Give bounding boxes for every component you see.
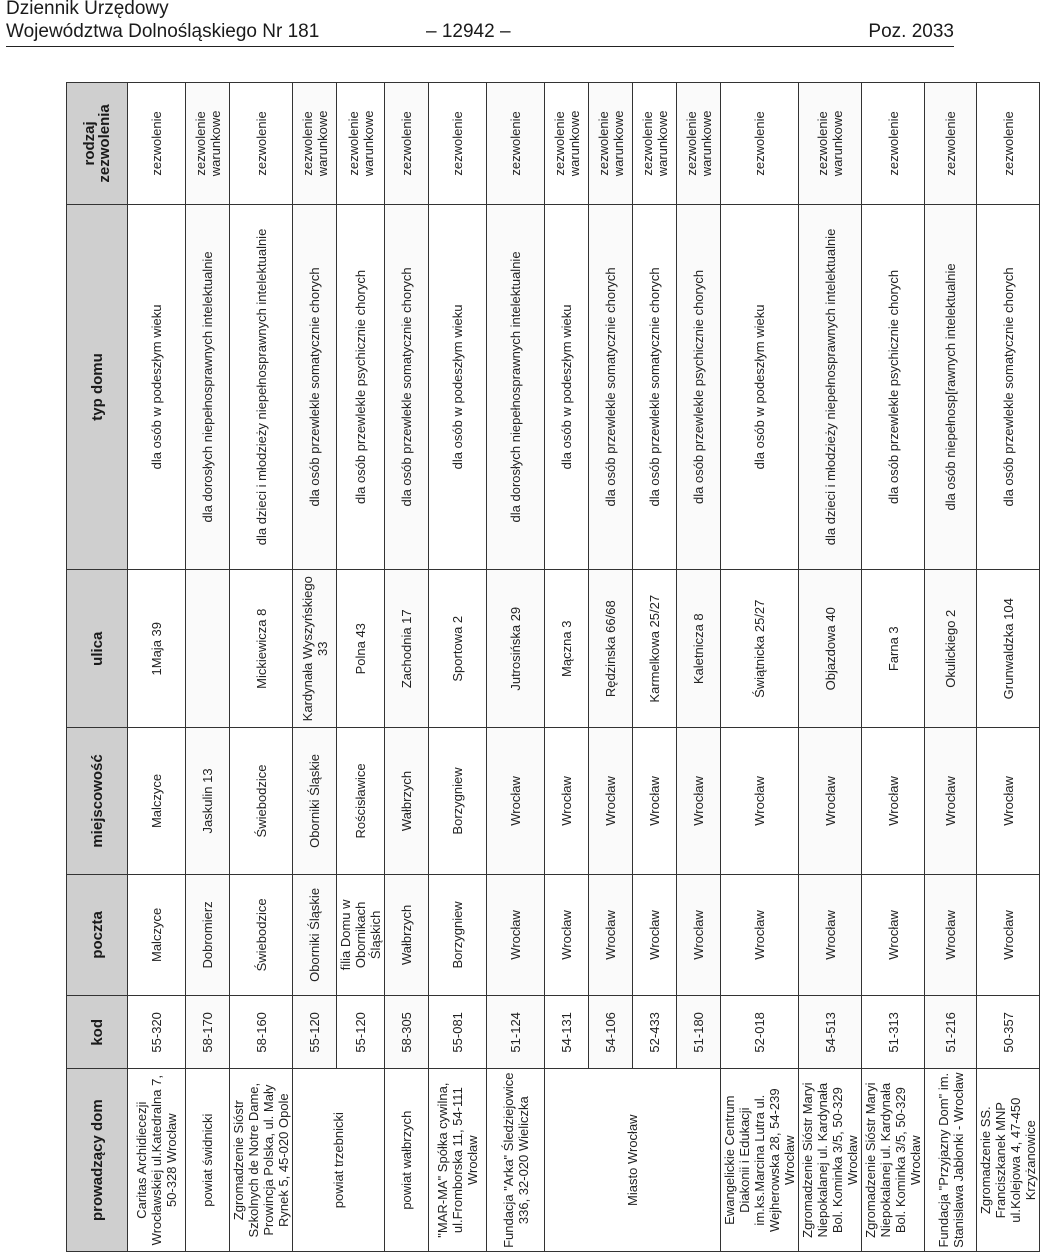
postal-code-cell: 54-106 [589, 996, 633, 1069]
table-row [128, 83, 186, 1252]
street-cell: Sportowa 2 [429, 570, 487, 728]
locality-cell: Rościsławice [337, 728, 385, 874]
table-row [186, 83, 230, 1252]
permit-type-cell: zezwolenie [385, 83, 429, 205]
column-header: rodzaj zezwolenia [67, 83, 128, 205]
locality-cell: Oborniki Śląskie [293, 728, 337, 874]
locality-cell: Jaskulin 13 [186, 728, 230, 874]
street-cell: Zachodnia 17 [385, 570, 429, 728]
table-header-row [67, 83, 128, 1252]
post-office-cell: Oborniki Śląskie [293, 874, 337, 996]
permit-type-cell: zezwolenie [925, 83, 977, 205]
postal-code-cell: 51-180 [677, 996, 721, 1069]
operator-cell: "MAR-MA" Spółka cywilna, ul.Fromborska 11, 54-111 Wrocław [429, 1069, 487, 1252]
table-row [429, 83, 487, 1252]
locality-cell: Wrocław [633, 728, 677, 874]
postal-code-cell: 52-018 [721, 996, 799, 1069]
home-type-cell: dla osób przewlekle somatycznie chorych [385, 204, 429, 569]
home-type-cell: dla osób w podeszłym wieku [721, 204, 799, 569]
locality-cell: Wałbrzych [385, 728, 429, 874]
permit-type-cell: zezwolenie [429, 83, 487, 205]
postal-code-cell: 51-313 [862, 996, 925, 1069]
header-rule [6, 46, 954, 47]
street-cell: Mickiewicza 8 [230, 570, 293, 728]
locality-cell: Wrocław [862, 728, 925, 874]
table-row [230, 83, 293, 1252]
postal-code-cell: 58-170 [186, 996, 230, 1069]
region-title: Województwa Dolnośląskiego Nr 181 [6, 21, 320, 42]
operator-cell: Zgromadzenie Sióstr Szkolnych de Notre Dame, Prowincja Polska, ul. Mały Rynek 5, 45-020 Opole [230, 1069, 293, 1252]
operator-cell: powiat trzebnicki [293, 1069, 385, 1252]
table-row [385, 83, 429, 1252]
table-row [545, 83, 589, 1252]
column-header: prowadzący dom [67, 1069, 128, 1252]
operator-cell: Zgromadzenie Sióstr Maryi Niepokalanej ul. Kardynała Bol. Kominka 3/5, 50-329 Wrocław [862, 1069, 925, 1252]
operator-cell: powiat świdnicki [186, 1069, 230, 1252]
street-cell: Karmelkowa 25/27 [633, 570, 677, 728]
postal-code-cell: 50-357 [977, 996, 1040, 1069]
operator-cell: Ewangelickie Centrum Diakonii i Edukacji im.ks.Marcina Lutra ul. Wejherowska 28, 54-239 Wrocław [721, 1069, 799, 1252]
street-cell: Mączna 3 [545, 570, 589, 728]
permit-type-cell: zezwolenie warunkowe [633, 83, 677, 205]
position-number: Poz. 2033 [868, 21, 954, 42]
home-type-cell: dla dzieci i młodzieży niepełnosprawnych intelektualnie [230, 204, 293, 569]
street-cell: Jutrosińska 29 [487, 570, 545, 728]
post-office-cell: Wałbrzych [385, 874, 429, 996]
home-type-cell: dla dzieci i młodzieży niepełnosprawnych intelektualnie [799, 204, 862, 569]
column-header: typ domu [67, 204, 128, 569]
home-type-cell: dla osób w podeszłym wieku [429, 204, 487, 569]
postal-code-cell: 51-124 [487, 996, 545, 1069]
street-cell: Objazdowa 40 [799, 570, 862, 728]
permit-type-cell: zezwolenie warunkowe [186, 83, 230, 205]
locality-cell: Wrocław [545, 728, 589, 874]
home-type-cell: dla osób przewlekle psychicznie chorych [337, 204, 385, 569]
home-type-cell: dla dorosłych niepełnosprawnych intelektualnie [487, 204, 545, 569]
operator-cell: Zgromadzenie Sióstr Maryi Niepokalanej ul. Kardynała Bol. Kominka 3/5, 50-329 Wrocław [799, 1069, 862, 1252]
postal-code-cell: 54-131 [545, 996, 589, 1069]
column-header: ulica [67, 570, 128, 728]
permit-type-cell: zezwolenie warunkowe [589, 83, 633, 205]
permit-type-cell: zezwolenie warunkowe [677, 83, 721, 205]
post-office-cell: Wrocław [487, 874, 545, 996]
locality-cell: Wrocław [977, 728, 1040, 874]
permit-type-cell: zezwolenie warunkowe [337, 83, 385, 205]
home-type-cell: dla dorosłych niepełnosprawnych intelektualnie [186, 204, 230, 569]
postal-code-cell: 58-305 [385, 996, 429, 1069]
page-header [6, 0, 954, 48]
home-type-cell: dla osób przewlekle psychicznie chorych [677, 204, 721, 569]
column-header: poczta [67, 874, 128, 996]
home-type-cell: dla osób przewlekle psychicznie chorych [862, 204, 925, 569]
street-cell: Grunwaldzka 104 [977, 570, 1040, 728]
permit-type-cell: zezwolenie [487, 83, 545, 205]
permit-type-cell: zezwolenie [862, 83, 925, 205]
street-cell: Rędzinska 66/68 [589, 570, 633, 728]
locality-cell: Borzygniew [429, 728, 487, 874]
home-type-cell: dla osób przewlekle somatycznie chorych [293, 204, 337, 569]
page-number: – 12942 – [426, 21, 511, 42]
street-cell: Kaletnicza 8 [677, 570, 721, 728]
rotated-table-container [66, 82, 1038, 1252]
care-homes-table [66, 82, 1040, 1252]
street-cell: Farna 3 [862, 570, 925, 728]
post-office-cell: Wrocław [633, 874, 677, 996]
table-row [862, 83, 925, 1252]
table-body [128, 83, 1040, 1252]
post-office-cell: Malczyce [128, 874, 186, 996]
permit-type-cell: zezwolenie warunkowe [799, 83, 862, 205]
postal-code-cell: 55-320 [128, 996, 186, 1069]
table-row [487, 83, 545, 1252]
operator-cell: Zgromadzenie SS. Franciszkanek MNP ul.Kolejowa 4, 47-450 Krzyżanowice [977, 1069, 1040, 1252]
postal-code-cell: 55-120 [337, 996, 385, 1069]
table-row [977, 83, 1040, 1252]
operator-cell: Caritas Archidiecezji Wrocławskiej ul.Katedralna 7, 50-328 Wrocław [128, 1069, 186, 1252]
home-type-cell: dla osób w podeszłym wieku [545, 204, 589, 569]
post-office-cell: Wrocław [977, 874, 1040, 996]
postal-code-cell: 51-216 [925, 996, 977, 1069]
locality-cell: Wrocław [677, 728, 721, 874]
permit-type-cell: zezwolenie [721, 83, 799, 205]
post-office-cell: Wrocław [677, 874, 721, 996]
postal-code-cell: 52-433 [633, 996, 677, 1069]
post-office-cell: Wrocław [545, 874, 589, 996]
post-office-cell: Dobromierz [186, 874, 230, 996]
home-type-cell: dla osób przewlekle somatycznie chorych [633, 204, 677, 569]
operator-cell: Fundacja "Arka" Śledziejowice 336, 32-020 Wieliczka [487, 1069, 545, 1252]
postal-code-cell: 55-081 [429, 996, 487, 1069]
permit-type-cell: zezwolenie [977, 83, 1040, 205]
operator-cell: Fundacja "Przyjazny Dom" im. Stanisława Jabłonki - Wrocław [925, 1069, 977, 1252]
table-row [925, 83, 977, 1252]
postal-code-cell: 54-513 [799, 996, 862, 1069]
post-office-cell: Wrocław [925, 874, 977, 996]
post-office-cell: Wrocław [589, 874, 633, 996]
post-office-cell: filia Domu w Obornikach Śląskich [337, 874, 385, 996]
home-type-cell: dla osób w podeszłym wieku [128, 204, 186, 569]
table-row [799, 83, 862, 1252]
table-row [293, 83, 337, 1252]
postal-code-cell: 58-160 [230, 996, 293, 1069]
post-office-cell: Borzygniew [429, 874, 487, 996]
street-cell [186, 570, 230, 728]
street-cell: 1Maja 39 [128, 570, 186, 728]
locality-cell: Wrocław [487, 728, 545, 874]
street-cell: Świątnicka 25/27 [721, 570, 799, 728]
post-office-cell: Wrocław [799, 874, 862, 996]
permit-type-cell: zezwolenie [230, 83, 293, 205]
home-type-cell: dla osób przewlekle somatycznie chorych [977, 204, 1040, 569]
home-type-cell: dla osób niepełnosp[rawnych intelektualnie [925, 204, 977, 569]
permit-type-cell: zezwolenie warunkowe [293, 83, 337, 205]
journal-title: Dziennik Urzędowy [6, 0, 169, 19]
locality-cell: Wrocław [925, 728, 977, 874]
locality-cell: Wrocław [799, 728, 862, 874]
permit-type-cell: zezwolenie [128, 83, 186, 205]
postal-code-cell: 55-120 [293, 996, 337, 1069]
column-header: kod [67, 996, 128, 1069]
street-cell: Okulickiego 2 [925, 570, 977, 728]
locality-cell: Wrocław [721, 728, 799, 874]
post-office-cell: Świebodzice [230, 874, 293, 996]
locality-cell: Wrocław [589, 728, 633, 874]
street-cell: Kardynała Wyszyńskiego 33 [293, 570, 337, 728]
home-type-cell: dla osób przewlekle somatycznie chorych [589, 204, 633, 569]
locality-cell: Świebodzice [230, 728, 293, 874]
street-cell: Polna 43 [337, 570, 385, 728]
operator-cell: Miasto Wrocław [545, 1069, 721, 1252]
permit-type-cell: zezwolenie warunkowe [545, 83, 589, 205]
column-header: miejscowość [67, 728, 128, 874]
post-office-cell: Wrocław [862, 874, 925, 996]
table-row [721, 83, 799, 1252]
operator-cell: powiat wałbrzych [385, 1069, 429, 1252]
post-office-cell: Wrocław [721, 874, 799, 996]
locality-cell: Malczyce [128, 728, 186, 874]
